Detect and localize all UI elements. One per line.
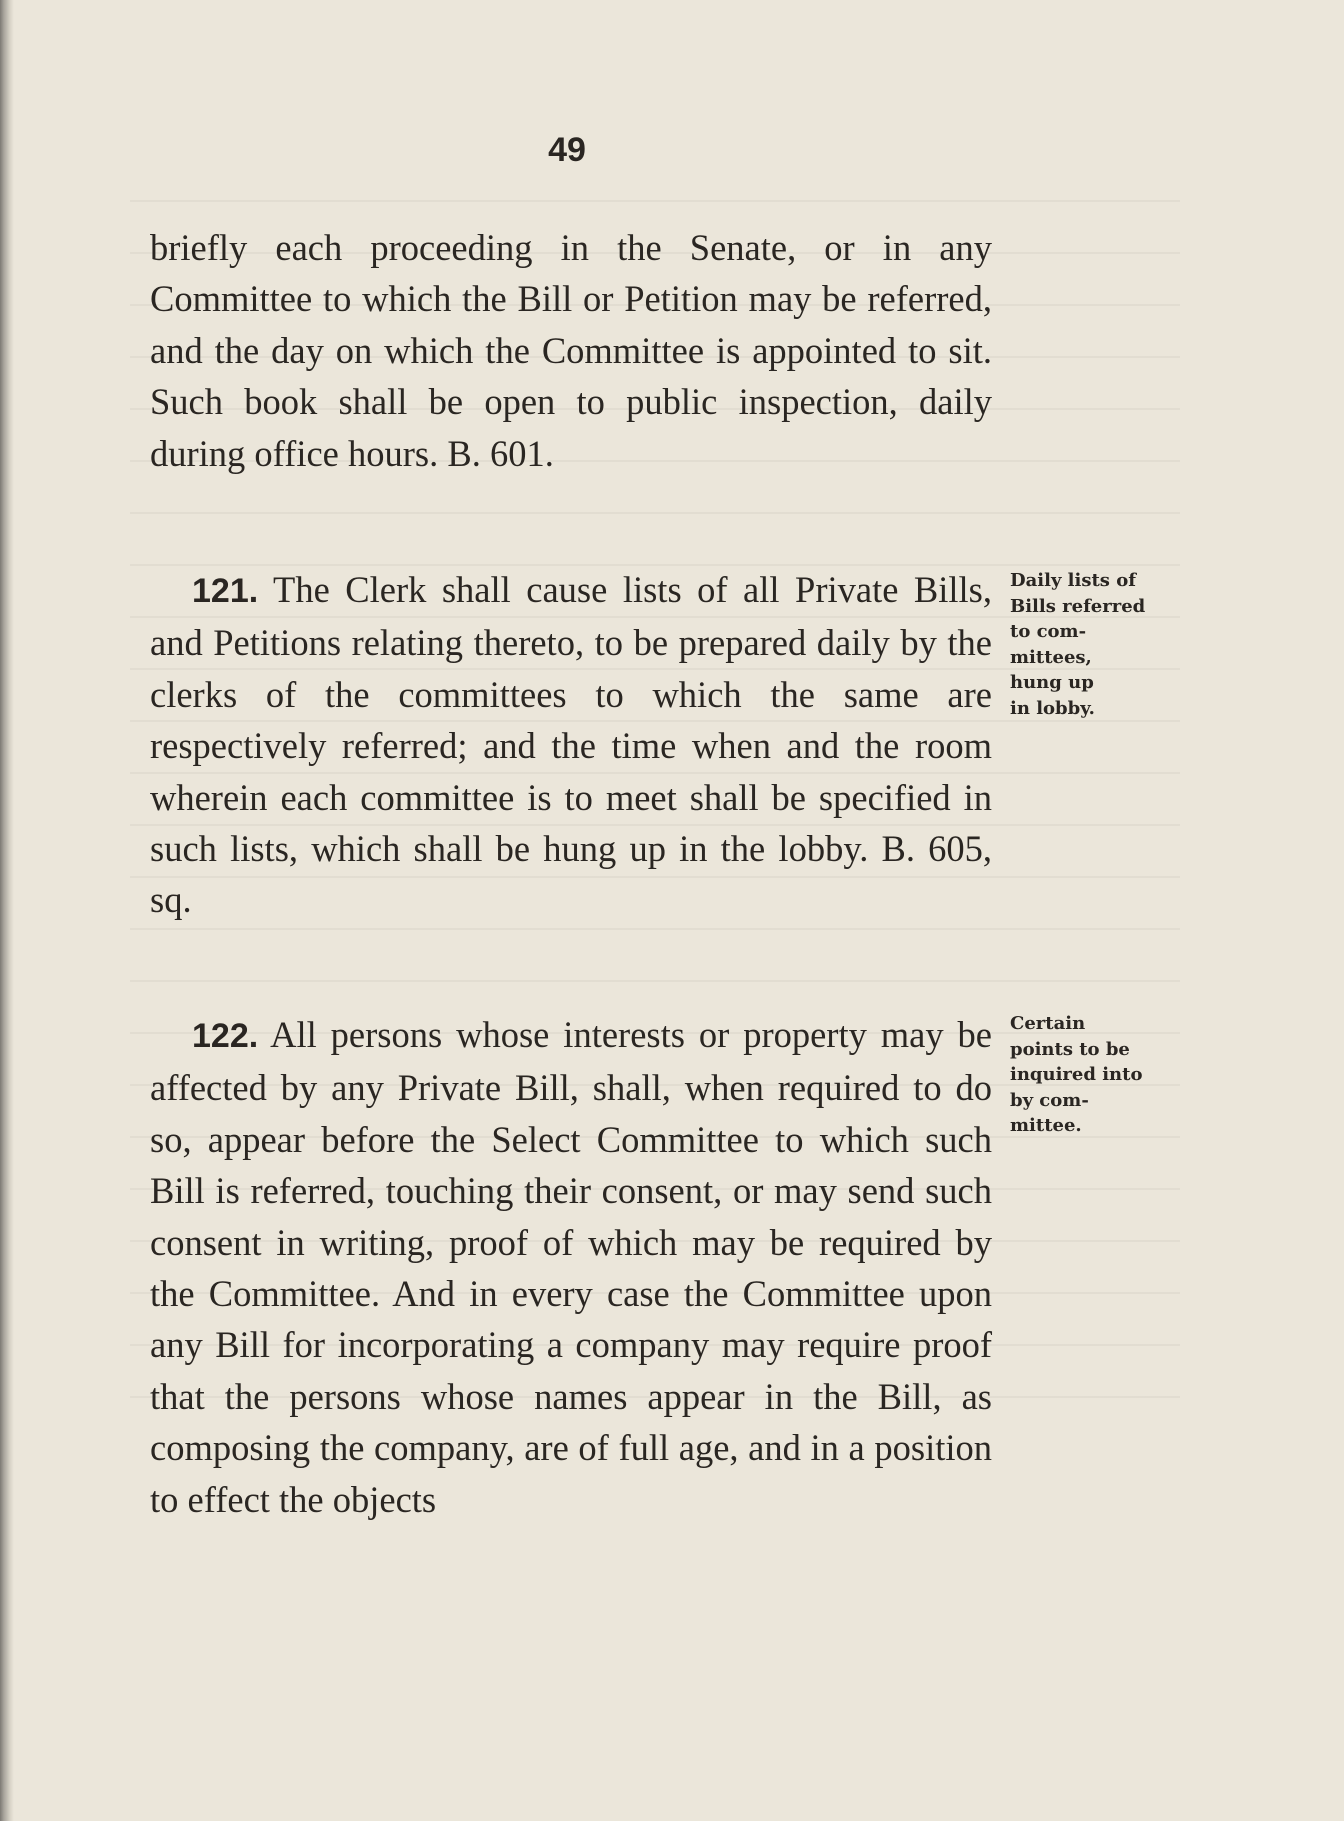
continuation-paragraph: briefly each proceeding in the Senate, or in any Committee to which the Bill or Petition may be referred, and the day on which the Committee is appointed to sit. Such book shall be open to public inspection, daily during office hours. B. 601.: [150, 227, 992, 474]
rule-121-text: The Clerk shall cause lists of all Private Bills, and Petitions relating thereto, to be prepared daily by the clerks of the committees to which the same are respectively referred; and the time when and the room wherein each committee is to meet shall be specified in such lists, which shall be hung up in the lobby. B. 605, sq.: [150, 569, 992, 921]
rule-122-text: All persons whose interests or property may be affected by any Private Bill, shall, when required to do so, appear before the Select Committee to which such Bill is referred, touching their consent, or may send such consent in writing, proof of which may be required by the Committee. And in every case the Committee upon any Bill for incorporating a company may require proof that the persons whose names appear in the Bill, as composing the company, are of full age, and in a position to effect the objects: [150, 1014, 992, 1520]
rule-122-margin-note: Certain points to be inquired into by com- mittee.: [1010, 1013, 1143, 1136]
rule-121-paragraph: [150, 564, 992, 926]
page-number: 49: [548, 131, 586, 169]
rule-122-paragraph: [150, 1009, 992, 1525]
book-spine-edge: [0, 0, 14, 1821]
rule-121-margin-note: Daily lists of Bills referred to com- mittees, hung up in lobby.: [1010, 570, 1146, 719]
rule-121-number: 121.: [192, 572, 259, 610]
rule-122-number: 122.: [192, 1017, 259, 1055]
